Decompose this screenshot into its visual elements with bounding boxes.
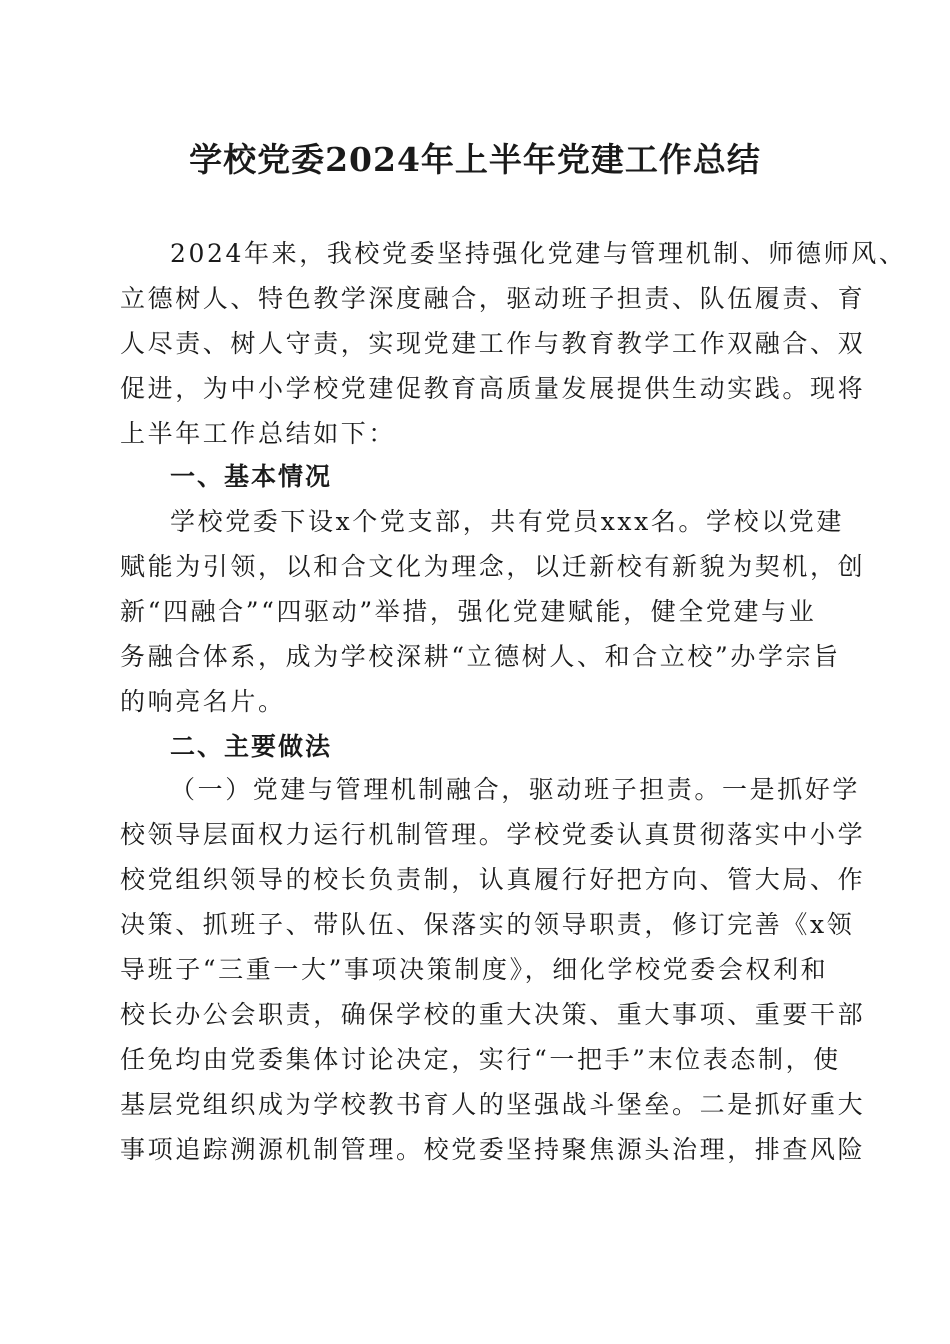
paragraph-line: 务融合体系，成为学校深耕“立德树人、和合立校”办学宗旨 (120, 642, 841, 671)
paragraph-line: 立德树人、特色教学深度融合，驱动班子担责、队伍履责、育 (120, 284, 866, 313)
paragraph-line: 校领导层面权力运行机制管理。学校党委认真贯彻落实中小学 (120, 820, 866, 849)
paragraph-line: 基层党组织成为学校教书育人的坚强战斗堡垒。二是抓好重大 (120, 1090, 866, 1119)
paragraph-line: 校长办公会职责，确保学校的重大决策、重大事项、重要干部 (120, 1000, 866, 1029)
paragraph-line: 导班子“三重一大”事项决策制度》，细化学校党委会权利和 (120, 955, 829, 984)
paragraph-line: 2024年来，我校党委坚持强化党建与管理机制、师德师风、 (170, 239, 907, 268)
paragraph-line: 新“四融合”“四驱动”举措，强化党建赋能，健全党建与业 (120, 597, 817, 626)
document-title: 学校党委2024年上半年党建工作总结 (189, 140, 761, 179)
section-heading: 二、主要做法 (170, 732, 333, 761)
paragraph-line: 赋能为引领，以和合文化为理念，以迁新校有新貌为契机，创 (120, 552, 866, 581)
paragraph-line: 校党组织领导的校长负责制，认真履行好把方向、管大局、作 (120, 865, 866, 894)
paragraph-line: 促进，为中小学校党建促教育高质量发展提供生动实践。现将 (120, 374, 866, 403)
paragraph-line: 的响亮名片。 (120, 687, 286, 716)
paragraph-line: 学校党委下设x个党支部，共有党员xxx名。学校以党建 (170, 507, 844, 536)
paragraph-line: （一）党建与管理机制融合，驱动班子担责。一是抓好学 (170, 775, 861, 804)
paragraph-line: 任免均由党委集体讨论决定，实行“一把手”末位表态制，使 (120, 1045, 841, 1074)
section-heading: 一、基本情况 (170, 462, 333, 491)
paragraph-line: 人尽责、树人守责，实现党建工作与教育教学工作双融合、双 (120, 329, 866, 358)
paragraph-line: 上半年工作总结如下： (120, 419, 397, 448)
paragraph-line: 事项追踪溯源机制管理。校党委坚持聚焦源头治理，排查风险 (120, 1135, 866, 1164)
paragraph-line: 决策、抓班子、带队伍、保落实的领导职责，修订完善《x领 (120, 910, 855, 939)
